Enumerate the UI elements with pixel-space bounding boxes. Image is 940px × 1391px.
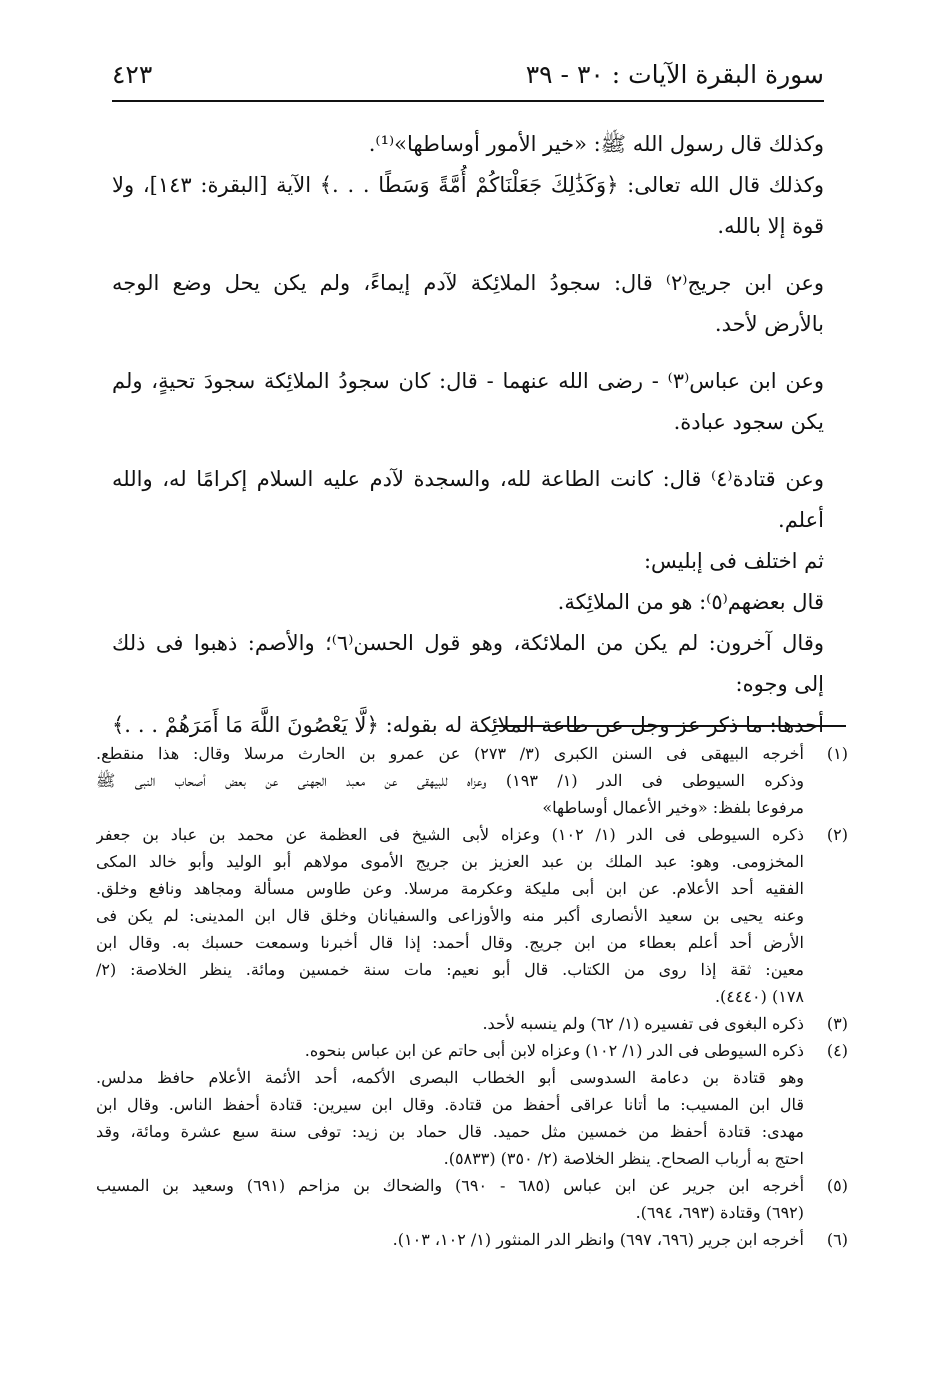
header-title: سورة البقرة الآيات : ٣٠ - ٣٩ xyxy=(525,60,824,89)
body-line: إلى وجوه: xyxy=(735,672,824,696)
footnote-line: ذكره السيوطى فى الدر (١/ ١٠٢) وعزاه لأبى الشيخ فى العظمة عن محمد بن عباد بن جعفر xyxy=(96,825,804,844)
body-line: قوة إلا بالله. xyxy=(717,214,824,238)
footnote-line: الفقيه أحد الأعلام. عن ابن أبى مليكة وعكرمة مرسلا. وعن طاوس مسألة ومجاهد ونافع وخلق. xyxy=(96,879,804,898)
footnote-line: مهدى: قتادة أحفظ من خمسين مثل حميد. قال حماد بن زيد: توفى سنة سبع عشرة ومائة، وقد xyxy=(96,1122,804,1141)
body-line: وكذلك قال الله تعالى: ﴿وَكَذَٰلِكَ جَعَلْنَاكُمْ أُمَّةً وَسَطًا . . .﴾ الآية [البقرة: ١٤٣]، ولا xyxy=(112,173,824,197)
body-line: وعن ابن عباس⁽٣⁾ - رضى الله عنهما - قال: كان سجودُ الملائِكة سجودَ تحيةٍ، ولم xyxy=(112,369,824,393)
footnote-number: (٦) xyxy=(826,1230,848,1249)
body-line: يكن سجود عبادة. xyxy=(673,410,824,434)
footnote-line: الأرض أحد أعلم بعطاء من ابن جريج. وقال أحمد: إذا قال أخبرنا وسمعت حسبك به. وقال ابن xyxy=(96,933,804,952)
body-line: ثم اختلف فى إبليس: xyxy=(643,549,824,573)
footnote-line: معين: ثقة إذا روى من الكتاب. قال أبو نعيم: مات سنة خمسين ومائة. ينظر الخلاصة: (٢/ xyxy=(96,960,804,979)
footnote-line: ذكره السيوطى فى الدر (١/ ١٠٢) وعزاه لابن أبى حاتم عن ابن عباس بنحوه. xyxy=(304,1041,804,1060)
footnote-4 xyxy=(96,1037,848,1172)
body-line: بالأرض لأحد. xyxy=(714,312,824,336)
footnote-line: ذكره البغوى فى تفسيره (١/ ٦٢) ولم ينسبه لأحد. xyxy=(482,1014,804,1033)
footnote-number: (١) xyxy=(826,744,848,763)
main-text xyxy=(112,124,824,746)
body-line: وعن ابن جريج⁽٢⁾ قال: سجودُ الملائِكة لآدم إيماءً، ولم يكن يحل وضع الوجه xyxy=(112,271,824,295)
footnote-1 xyxy=(96,740,848,821)
footnote-number: (٥) xyxy=(826,1176,848,1195)
header-rule xyxy=(112,100,824,102)
footnote-number: (٤) xyxy=(826,1041,848,1060)
footnote-line: أخرجه البيهقى فى السنن الكبرى (٣/ ٢٧٣) عن عمرو بن الحارث مرسلا وقال: هذا منقطع. xyxy=(96,744,804,763)
footnote-3 xyxy=(96,1010,848,1037)
footnote-line: أخرجه ابن جرير (٦٩٦، ٦٩٧) وانظر الدر المنثور (١/ ١٠٢، ١٠٣). xyxy=(392,1230,804,1249)
footnote-line: أخرجه ابن جرير عن ابن عباس (٦٨٥ - ٦٩٠) والضحاك بن مزاحم (٦٩١) وسعيد بن المسيب xyxy=(96,1176,804,1195)
footnote-number: (٢) xyxy=(826,825,848,844)
body-line: أعلم. xyxy=(778,508,824,532)
page-number: ٤٢٣ xyxy=(112,60,153,89)
body-line: أحدها: ما ذكر عز وجل عن طاعة الملائِكة له بقوله: ﴿لَّا يَعْصُونَ اللَّهَ مَا أَمَرَهُمْ . . .﴾ xyxy=(112,713,824,737)
footnote-5 xyxy=(96,1172,848,1226)
footnote-line: مرفوعا بلفظ: «وخير الأعمال أوساطها» xyxy=(542,798,804,817)
body-line: وقال آخرون: لم يكن من الملائكة، وهو قول الحسن⁽٦⁾؛ والأصم: ذهبوا فى ذلك xyxy=(112,631,824,655)
footnote-separator xyxy=(494,725,846,727)
footnotes xyxy=(96,740,848,1253)
body-line: قال بعضهم⁽٥⁾: هو من الملائِكة. xyxy=(557,590,824,614)
running-header xyxy=(112,58,824,100)
footnote-line: (٦٩٢) وقتادة (٦٩٣، ٦٩٤). xyxy=(635,1203,804,1222)
footnote-line: ١٧٨) (٤٤٤٠). xyxy=(714,987,804,1006)
footnote-2 xyxy=(96,821,848,1010)
footnote-line: احتج به أرباب الصحاح. ينظر الخلاصة (٢/ ٣٥٠) (٥٨٣٣). xyxy=(443,1149,804,1168)
footnote-6 xyxy=(96,1226,848,1253)
footnote-line: المخزومى. وهو: عبد الملك بن عبد العزيز بن جريج الأموى مولاهم أبو الوليد وأبو خالد المكى xyxy=(96,852,804,871)
body-line: وكذلك قال رسول الله ﷺ: «خير الأمور أوساطها»⁽¹⁾. xyxy=(368,132,824,156)
footnote-line: وهو قتادة بن دعامة السدوسى أبو الخطاب البصرى الأكمه، أحد الأئمة الأعلام حافظ مدلس. xyxy=(96,1068,804,1087)
footnote-line: وذكره السيوطى فى الدر (١/ ١٩٣) وعزاه للبيهقى عن معبد الجهنى عن بعض أصحاب النبى ﷺ xyxy=(96,771,804,790)
footnote-number: (٣) xyxy=(826,1014,848,1033)
footnote-line: قال ابن المسيب: ما أتانا عراقى أحفظ من قتادة. وقال ابن سيرين: قتادة أحفظ الناس. وقال ابن xyxy=(96,1095,804,1114)
footnote-line: وعنه يحيى بن سعيد الأنصارى أكبر منه والأوزاعى والسفيانان وخلق قال ابن المدينى: لم يكن فى xyxy=(96,906,804,925)
body-line: وعن قتادة⁽٤⁾ قال: كانت الطاعة لله، والسجدة لآدم عليه السلام إكرامًا له، والله xyxy=(112,467,824,491)
